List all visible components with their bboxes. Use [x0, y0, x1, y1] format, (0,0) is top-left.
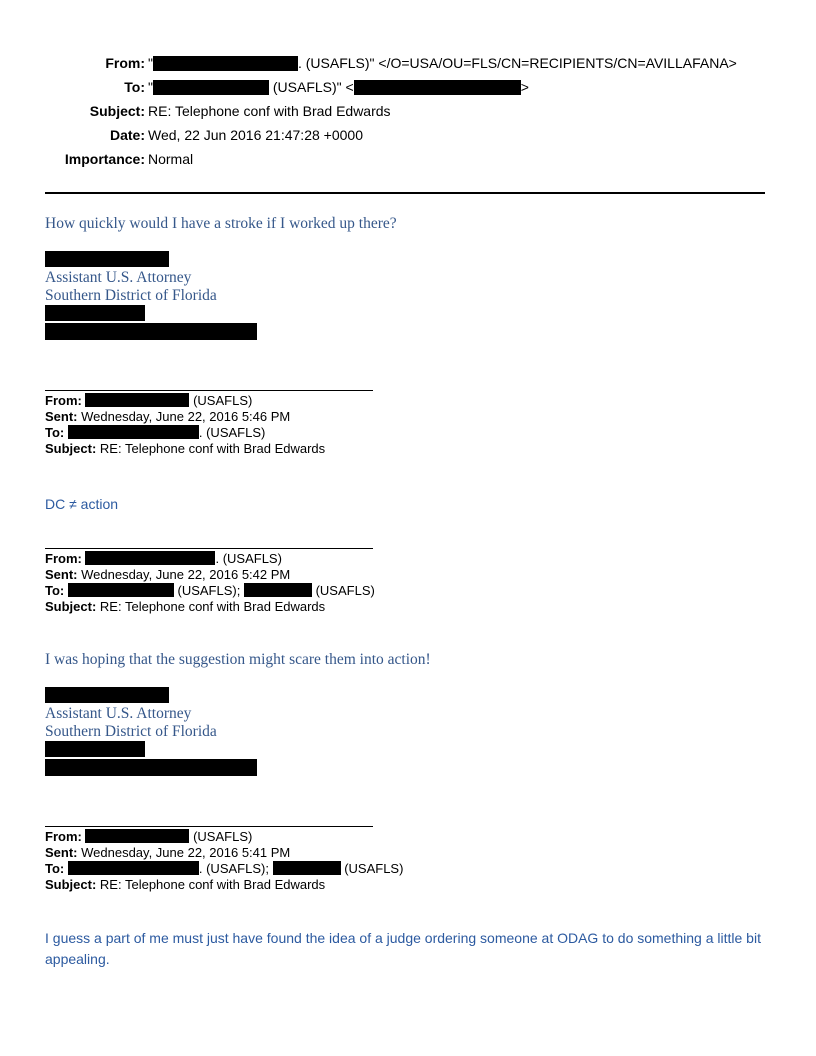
redaction — [153, 56, 298, 71]
msg3-sent: Sent: Wednesday, June 22, 2016 5:42 PM — [45, 567, 291, 582]
redaction — [354, 80, 521, 95]
reply-body: How quickly would I have a stroke if I worked up there? — [45, 215, 397, 232]
subject-value: RE: Telephone conf with Brad Edwards — [148, 103, 391, 119]
importance-value: Normal — [148, 151, 194, 167]
redaction — [273, 861, 341, 875]
redaction — [45, 741, 145, 757]
signature-title: Assistant U.S. Attorney — [45, 705, 192, 722]
msg2-from: From: (USAFLS) — [45, 393, 253, 408]
to-value: " (USAFLS)" < > — [148, 79, 529, 95]
message-separator — [45, 826, 373, 827]
message-separator — [45, 548, 373, 549]
redaction — [45, 305, 145, 321]
msg4-body: I guess a part of me must just have found the idea of a judge ordering someone at ODAG to do something a little bit appealing. — [45, 930, 761, 967]
redaction — [244, 583, 312, 597]
msg3-body: I was hoping that the suggestion might scare them into action! — [45, 651, 431, 668]
redaction — [153, 80, 269, 95]
msg3-subject: Subject: RE: Telephone conf with Brad Edwards — [45, 599, 326, 614]
redaction — [85, 829, 189, 843]
from-label: From: — [105, 55, 145, 71]
msg4-from: From: (USAFLS) — [45, 829, 253, 844]
header-divider — [45, 192, 765, 194]
msg2-body: DC ≠ action — [45, 496, 119, 512]
subject-label: Subject: — [89, 103, 145, 119]
redaction — [45, 687, 169, 703]
redaction — [85, 393, 189, 407]
date-value: Wed, 22 Jun 2016 21:47:28 +0000 — [148, 127, 363, 143]
msg3-from: From: . (USAFLS) — [45, 551, 282, 566]
message-separator — [45, 390, 373, 391]
redaction — [68, 425, 199, 439]
date-label: Date: — [109, 127, 145, 143]
msg2-subject: Subject: RE: Telephone conf with Brad Edwards — [45, 441, 326, 456]
msg2-sent: Sent: Wednesday, June 22, 2016 5:46 PM — [45, 409, 291, 424]
redaction — [45, 759, 257, 776]
redaction — [68, 583, 174, 597]
from-value: " . (USAFLS)" </O=USA/OU=FLS/CN=RECIPIENTS/CN=AVILLAFANA> — [148, 55, 737, 71]
signature-district: Southern District of Florida — [45, 723, 217, 740]
redaction — [85, 551, 215, 565]
importance-label: Importance: — [64, 151, 145, 167]
msg4-subject: Subject: RE: Telephone conf with Brad Edwards — [45, 877, 326, 892]
signature-title: Assistant U.S. Attorney — [45, 269, 192, 286]
msg3-to: To: (USAFLS); (USAFLS) — [45, 583, 375, 598]
msg4-sent: Sent: Wednesday, June 22, 2016 5:41 PM — [45, 845, 291, 860]
to-label: To: — [124, 79, 145, 95]
msg2-to: To: . (USAFLS) — [45, 425, 266, 440]
msg4-to: To: . (USAFLS); (USAFLS) — [45, 861, 404, 876]
redaction — [45, 323, 257, 340]
redaction — [45, 251, 169, 267]
signature-district: Southern District of Florida — [45, 287, 217, 304]
redaction — [68, 861, 199, 875]
